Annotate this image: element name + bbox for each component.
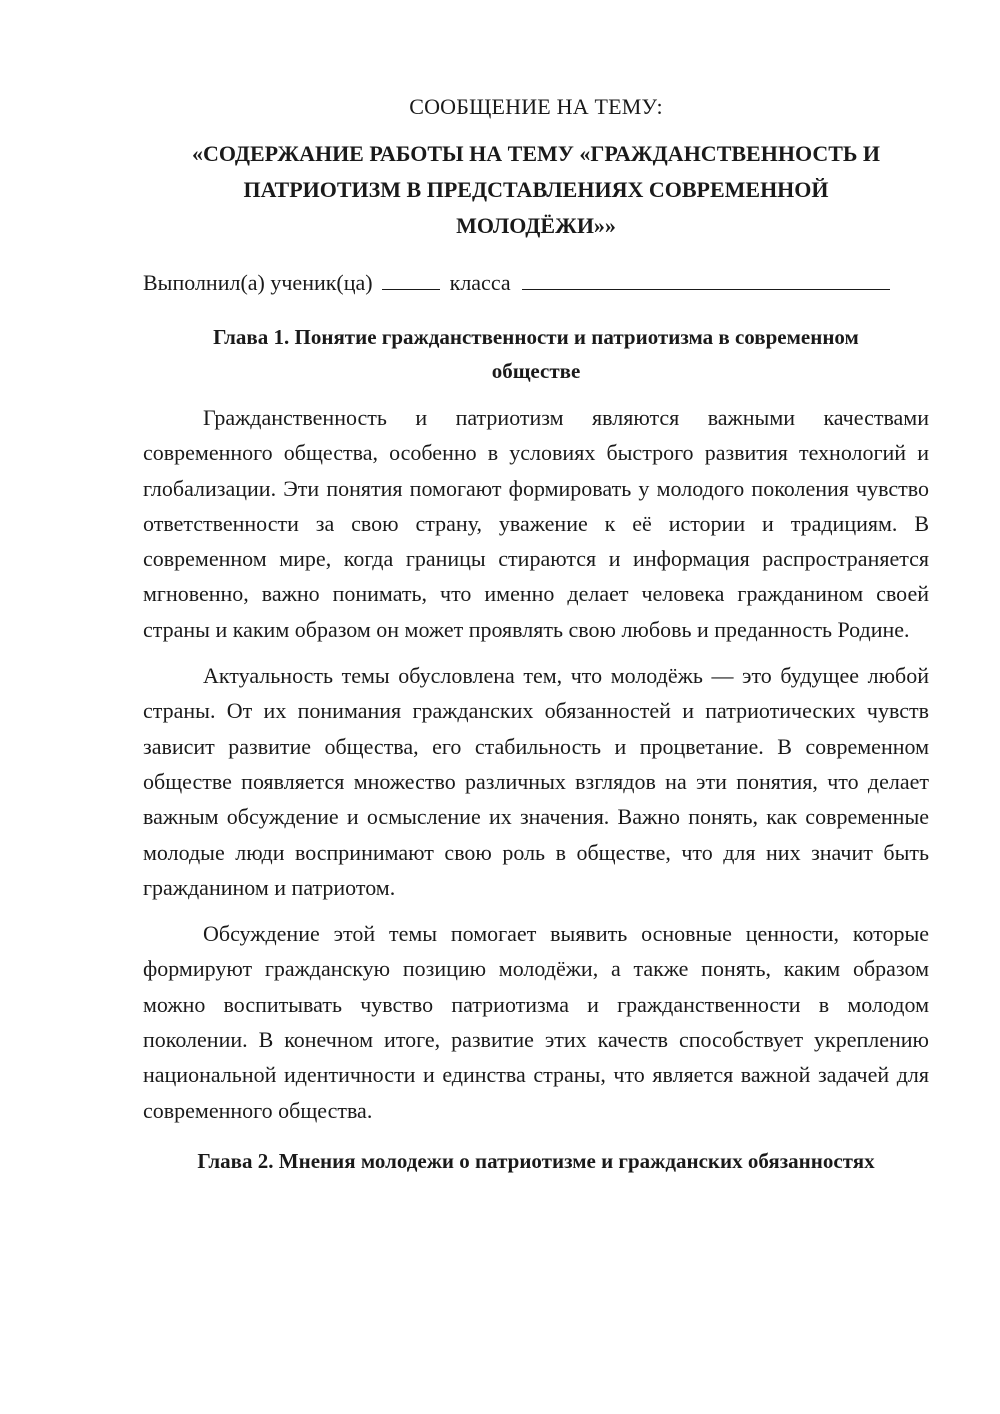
paragraph: Актуальность темы обусловлена тем, что молодёжь — это будущее любой страны. От их понимания гражданских обязанностей и патриотических чувств зависит развитие общества, его стабильность и процветание. В современном обществе появляется множество различных взглядов на эти понятия, что делает важным обсуждение и осмысление их значения. Важно понять, как современные молодые люди воспринимают свою роль в обществе, что для них значит быть гражданином и патриотом. — [143, 663, 929, 900]
author-line — [143, 268, 929, 298]
document-kicker: СООБЩЕНИЕ НА ТЕМУ: — [409, 94, 663, 119]
document-title-line: «СОДЕРЖАНИЕ РАБОТЫ НА ТЕМУ «ГРАЖДАНСТВЕННОСТЬ И — [191, 141, 881, 166]
chapter-2-heading: Глава 2. Мнения молодежи о патриотизме и гражданских обязанностях — [197, 1148, 875, 1173]
document-title — [143, 136, 929, 244]
chapter-1-heading — [143, 320, 929, 388]
author-class-word: класса — [449, 270, 511, 295]
class-number-blank — [382, 269, 440, 290]
document-title-line: МОЛОДЁЖИ»» — [456, 213, 616, 238]
chapter-1-heading-line: обществе — [491, 359, 581, 383]
chapter-1-heading-line: Глава 1. Понятие гражданственности и патриотизма в современном — [213, 325, 859, 349]
author-prefix: Выполнил(а) ученик(ца) — [143, 270, 373, 295]
document-title-line: ПАТРИОТИЗМ В ПРЕДСТАВЛЕНИЯХ СОВРЕМЕННОЙ — [243, 177, 829, 202]
paragraph: Обсуждение этой темы помогает выявить основные ценности, которые формируют гражданскую позицию молодёжи, а также понять, каким образом можно воспитывать чувство патриотизма и гражданственности в молодом поколении. В конечном итоге, развитие этих качеств способствует укреплению национальной идентичности и единства страны, что является важной задачей для современного общества. — [143, 921, 929, 1123]
student-name-blank — [522, 269, 890, 290]
paragraph: Гражданственность и патриотизм являются важными качествами современного общества, особенно в условиях быстрого развития технологий и глобализации. Эти понятия помогают формировать у молодого поколения чувство ответственности за свою страну, уважение к её истории и традициям. В современном мире, когда границы стираются и информация распространяется мгновенно, важно понимать, что именно делает человека гражданином своей страны и каким образом он может проявлять свою любовь и преданность Родине. — [143, 405, 929, 642]
document-page — [143, 92, 929, 1190]
